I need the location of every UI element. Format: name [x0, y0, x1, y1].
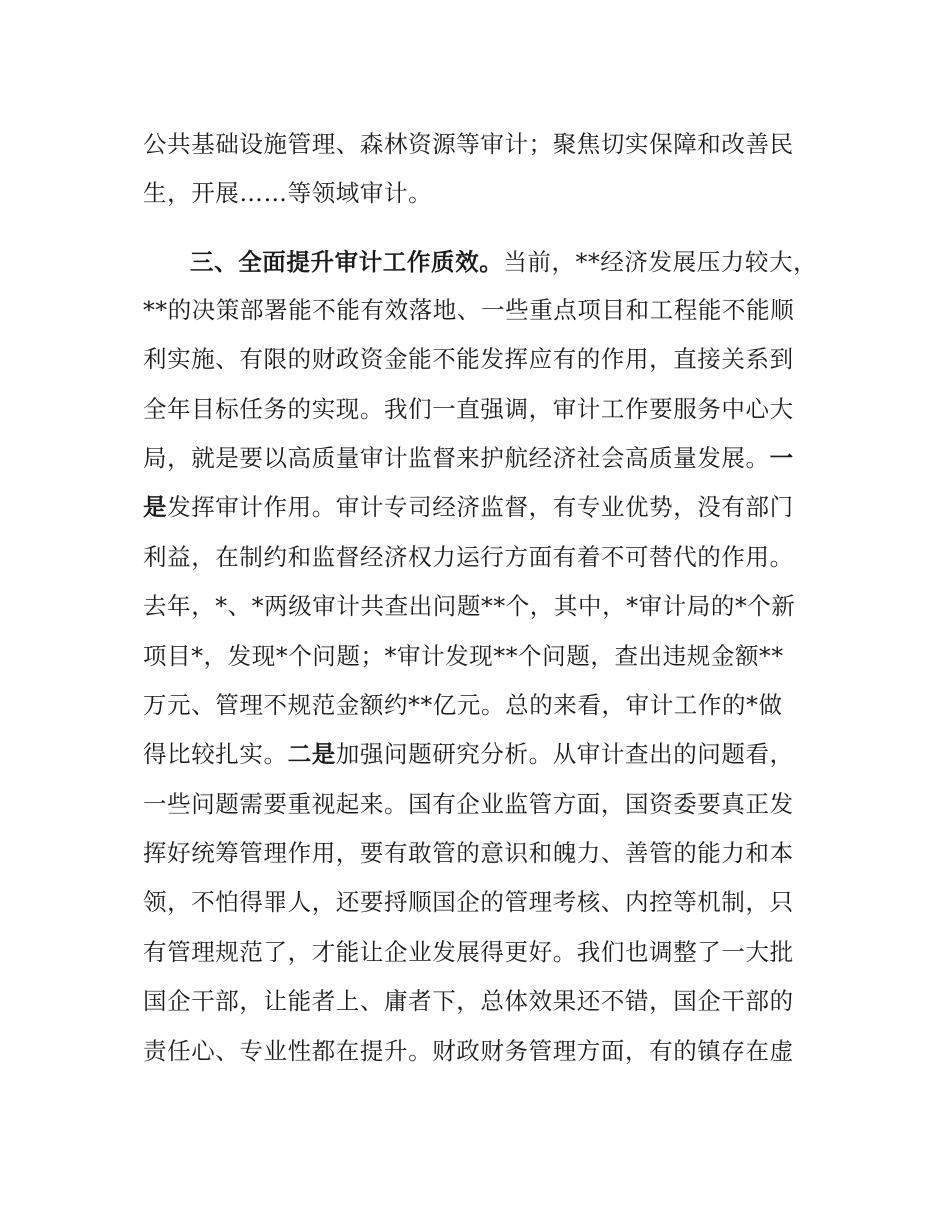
section-heading: 三、全面提升审计工作质效。 — [190, 248, 504, 276]
text-segment: 得比较扎实。 — [143, 740, 288, 768]
text-line — [143, 936, 833, 968]
text-segment: 万元、管理不规范金额约**亿元。总的来看，审计工作的*做 — [143, 691, 783, 719]
text-line — [143, 128, 833, 160]
text-line — [143, 442, 833, 474]
text-segment: 加强问题研究分析。从审计查出的问题看， — [335, 740, 794, 768]
text-segment: 挥好统筹管理作用，要有敢管的意识和魄力、善管的能力和本 — [143, 839, 794, 867]
text-line — [143, 541, 833, 573]
text-line — [143, 985, 833, 1017]
text-segment: 生，开展……等领域审计。 — [143, 179, 433, 207]
text-segment: 全年目标任务的实现。我们一直强调，审计工作要服务中心大 — [143, 395, 794, 423]
text-segment: 项目*，发现*个问题；*审计发现**个问题，查出违规金额** — [143, 642, 784, 670]
section-heading-line — [190, 246, 835, 278]
bold-marker: 是 — [143, 493, 168, 521]
text-segment: 利益，在制约和监督经济权力运行方面有着不可替代的作用。 — [143, 543, 794, 571]
text-segment: 公共基础设施管理、森林资源等审计；聚焦切实保障和改善民 — [143, 130, 794, 158]
text-line — [143, 294, 833, 326]
bold-marker: 二是 — [287, 740, 336, 768]
text-segment: 去年，*、*两级审计共查出问题**个，其中，*审计局的*个新 — [143, 592, 796, 620]
text-segment: 国企干部，让能者上、庸者下，总体效果还不错，国企干部的 — [143, 987, 794, 1015]
bold-marker: 一 — [769, 444, 794, 472]
text-line — [143, 177, 833, 209]
text-line — [143, 1035, 833, 1067]
text-line — [143, 738, 833, 770]
text-line — [143, 640, 833, 672]
text-segment: **的决策部署能不能有效落地、一些重点项目和工程能不能顺 — [143, 296, 795, 324]
text-segment: 局，就是要以高质量审计监督来护航经济社会高质量发展。 — [143, 444, 770, 472]
text-segment: 有管理规范了，才能让企业发展得更好。我们也调整了一大批 — [143, 938, 794, 966]
text-segment: 领，不怕得罪人，还要捋顺国企的管理考核、内控等机制，只 — [143, 888, 794, 916]
text-segment: 责任心、专业性都在提升。财政财务管理方面，有的镇存在虚 — [143, 1037, 794, 1065]
text-segment: 利实施、有限的财政资金能不能发挥应有的作用，直接关系到 — [143, 345, 794, 373]
text-line — [143, 788, 833, 820]
text-line — [143, 590, 833, 622]
text-line — [143, 837, 833, 869]
text-line — [143, 393, 833, 425]
text-line — [143, 491, 833, 523]
text-segment: 当前，**经济发展压力较大， — [503, 248, 818, 276]
text-line — [143, 343, 833, 375]
text-line — [143, 886, 833, 918]
text-line — [143, 689, 833, 721]
text-segment: 发挥审计作用。审计专司经济监督，有专业优势，没有部门 — [167, 493, 794, 521]
text-segment: 一些问题需要重视起来。国有企业监管方面，国资委要真正发 — [143, 790, 794, 818]
